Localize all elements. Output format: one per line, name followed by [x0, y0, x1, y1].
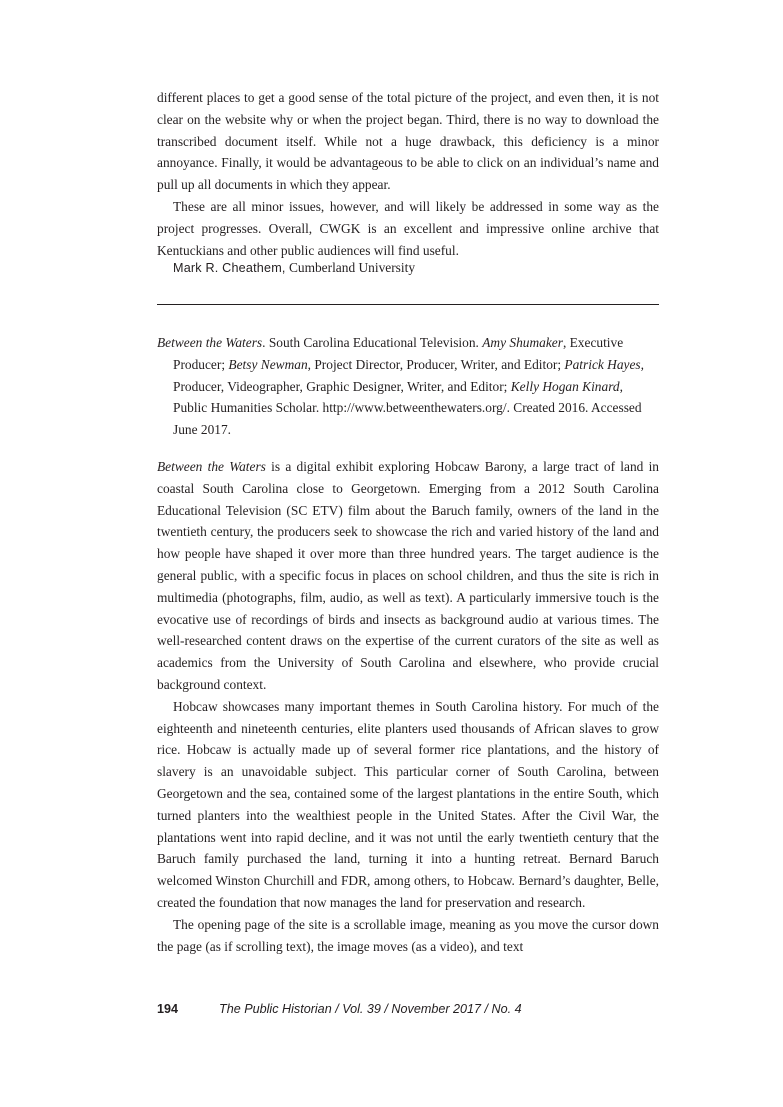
paragraph: Hobcaw showcases many important themes in South Carolina history. For much of the eighteenth and nineteenth centuries, elite planters used thousands of African slaves to grow rice. Hobcaw is actually made up of several former rice plantations, and the history of slavery is an unavoidable subject. This particular corner of South Carolina, between Georgetown and the sea, contained some of the largest plantations in the entire South, which turned planters into the wealthiest people in the United States. After the Civil War, the plantations went into rapid decline, and it was not until the early twentieth century that the Baruch family purchased the land, turning it into a hunting retreat. Bernard Baruch welcomed Winston Churchill and FDR, among others, to Hobcaw. Bernard’s daughter, Belle, created the foundation that now manages the land for preservation and research.	[157, 698, 659, 910]
exhibit-title: Between the Waters	[157, 459, 266, 474]
credit-name: Amy Shumaker	[482, 335, 563, 350]
review-citation	[157, 332, 659, 441]
reviewer-name: Mark R. Cheathem,	[173, 261, 286, 275]
journal-citation: The Public Historian / Vol. 39 / November 2017 / No. 4	[219, 1002, 522, 1016]
section-divider	[157, 304, 659, 305]
page-footer	[157, 1001, 522, 1017]
credit-name: Kelly Hogan Kinard	[510, 378, 620, 394]
paragraph: different places to get a good sense of the total picture of the project, and even then, it is not clear on the website why or when the project began. Third, there is no way to download the transcribed document itself. While not a huge drawback, this deficiency is a minor annoyance. Finally, it would be advantageous to be able to click on an individual’s name and pull up all documents in which they appear.	[157, 90, 659, 193]
exhibit-title: Between the Waters	[157, 335, 263, 350]
previous-review-end	[157, 87, 659, 261]
credit-name: Patrick Hayes,	[564, 356, 644, 372]
reviewer-signature	[173, 257, 415, 280]
paragraph: The opening page of the site is a scrollable image, meaning as you move the cursor down the page (as if scrolling text), the image moves (as a video), and text	[157, 916, 659, 954]
reviewer-affiliation: Cumberland University	[285, 260, 416, 275]
page-number: 194	[157, 1002, 179, 1016]
review-body	[157, 456, 659, 957]
paragraph: Between the Waters is a digital exhibit exploring Hobcaw Barony, a large tract of land in coastal South Carolina close to Georgetown. Emerging from a 2012 South Carolina Educational Television (SC ETV) film about the Baruch family, owners of the land in the twentieth century, the producers seek to showcase the rich and varied history of the land and how people have shaped it over more than three hundred years. The target audience is the general public, with a specific focus in places on school children, and thus the site is rich in multimedia (photographs, film, audio, as well as text). A particularly immersive touch is the evocative use of recordings of birds and insects as background audio at various times. The well-researched content draws on the expertise of the current curators of the site as well as academics from the University of South Carolina and elsewhere, who provide crucial background context.	[157, 459, 659, 692]
citation-text: Between the Waters. South Carolina Educational Television. Amy Shumaker, Executive Producer; Betsy Newman, Project Director, Producer, Writer, and Editor; Patrick Hayes, Producer, Videographer, Graphic Designer, Writer, and Editor; Kelly Hogan Kinard, Public Humanities Scholar. http://www.betweenthewaters.org/. Created 2016. Accessed June 2017.	[157, 335, 644, 438]
paragraph: These are all minor issues, however, and will likely be addressed in some way as the project progresses. Overall, CWGK is an excellent and impressive online archive that Kentuckians and other public audiences will find useful.	[157, 198, 659, 258]
credit-name: Betsy Newman	[228, 356, 308, 372]
